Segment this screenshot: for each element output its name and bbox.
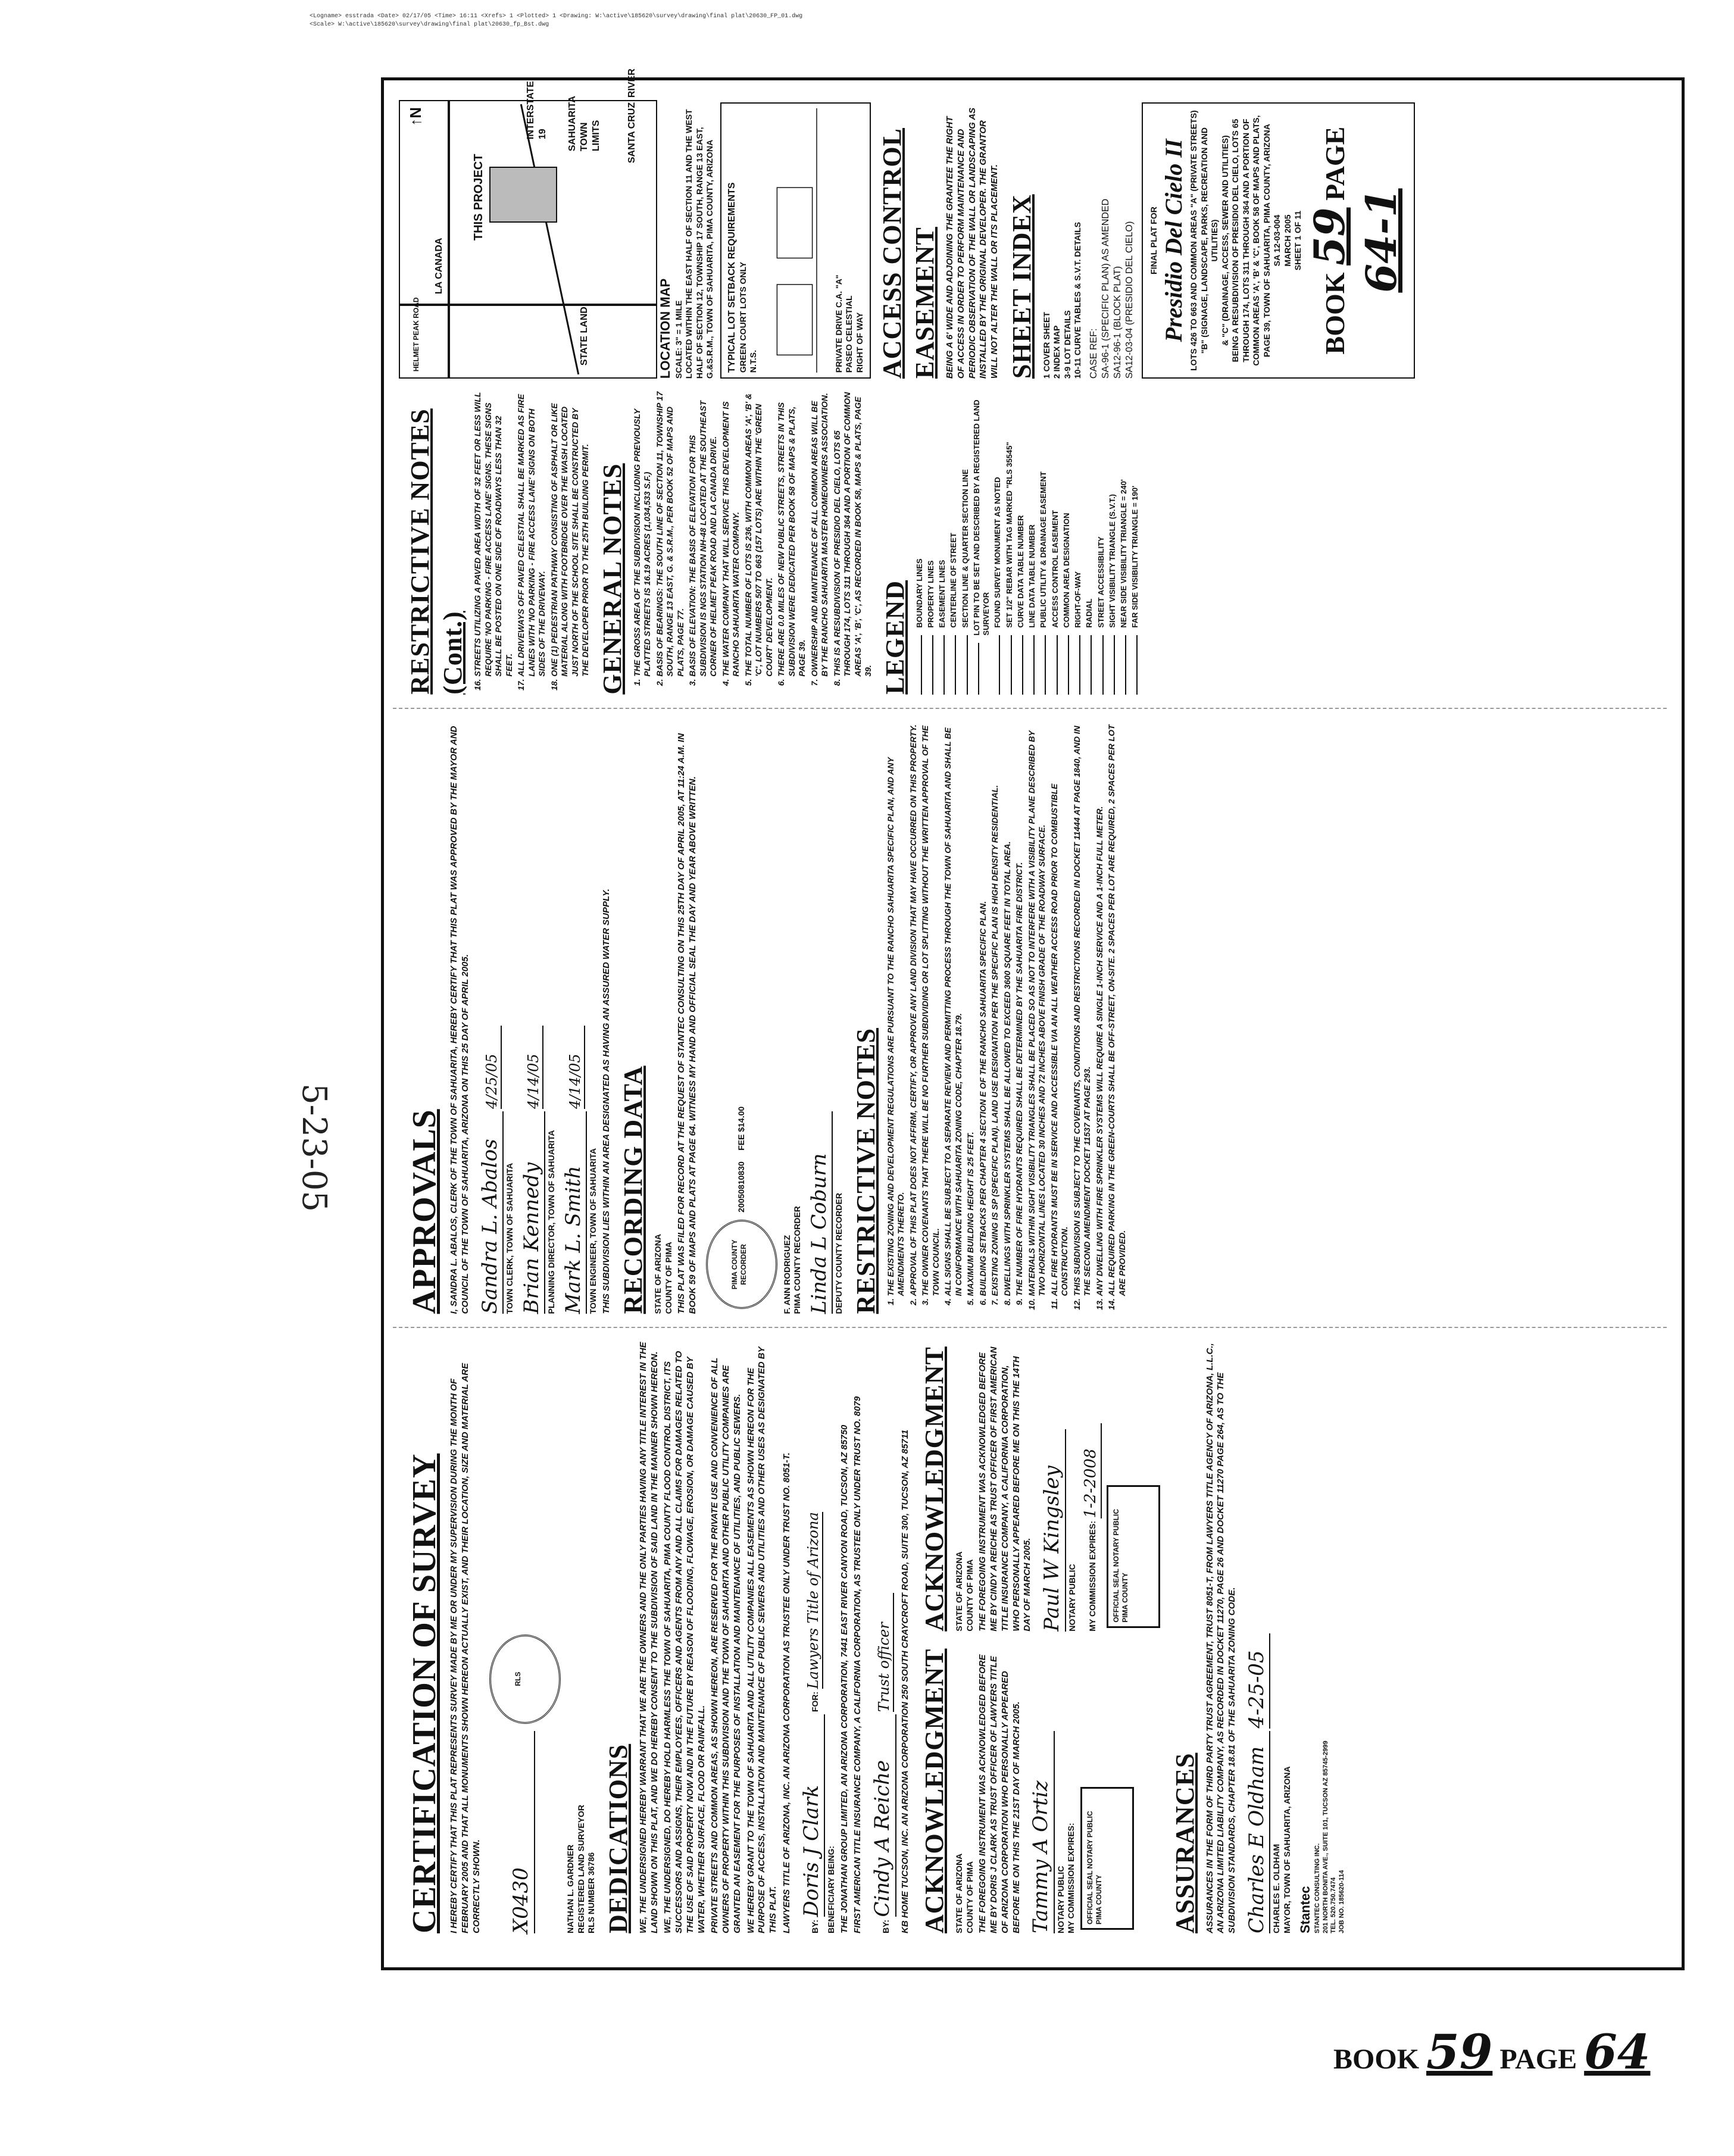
access-easement-text: BEING A 6' WIDE AND ADJOINING THE GRANTEE THE RIGHT OF ACCESS IN ORDER TO PERFORM MAINTENANCE AND PERIODIC OBSERVATION OF THE WALL OR LANDSCAPING AS INSTALLED BY THE ORIGINAL DEVELOPER. THE GRANTOR WILL NOT ALTER THE WALL OR ITS PLACEMENT. [945, 107, 999, 379]
footer-book-number: 59 [1426, 2024, 1493, 2080]
ack1-text: THE FOREGOING INSTRUMENT WAS ACKNOWLEDGED BEFORE ME BY DORIS J CLARK AS TRUST OFFICER OF LAWYERS TITLE OF ARIZONA CORPORATION WHO PERSONALLY APPEARED BEFORE ME ON THIS THE 21ST DAY OF MARCH 2005. [977, 1654, 1021, 1933]
legend-item [1073, 390, 1083, 695]
title-block [1142, 102, 1415, 379]
surveyor-name: NATHAN L. GARDNER [565, 1844, 576, 1933]
map-label-town-limits: SAHUARITA TOWN LIMITS [567, 96, 601, 152]
by2-label: BY: [881, 1919, 891, 1933]
general-note: 2. BASIS OF BEARINGS: THE SOUTH LINE OF SECTION 11, TOWNSHIP 17 SOUTH, RANGE 13 EAST, G. & S.R.M., PER BOOK 52 OF MAPS AND PLATS, PAGE 77. [655, 390, 686, 677]
typical-lot-private-drive: PRIVATE DRIVE C.A. "A" [833, 274, 843, 373]
subdivision-name: Presidio Del Cielo II [1160, 139, 1188, 342]
water-supply-text: THIS SUBDIVISION LIES WITHIN AN AREA DESIGNATED AS HAVING AN ASSURED WATER SUPPLY. [601, 889, 611, 1314]
legend-symbol-icon [1096, 635, 1104, 695]
restrictive-note: 9. THE NUMBER OF FIRE HYDRANTS REQUIRED SHALL BE DETERMINED BY THE SAHUARITA FIRE DISTRICT. [1014, 722, 1025, 1296]
ack1-state: STATE OF ARIZONA [954, 1853, 964, 1933]
legend-label: STREET ACCESSIBILITY [1096, 536, 1105, 628]
legend-item [993, 390, 1002, 695]
restrictive-note: 7. EXISTING ZONING IS SP (SPECIFIC PLAN). LAND USE DESIGNATION PER THE SPECIFIC PLAN IS HIGH DENSITY RESIDENTIAL. [990, 722, 1001, 1296]
typical-lot-title: TYPICAL LOT SETBACK REQUIREMENTS [726, 182, 737, 373]
title-block-label: FINAL PLAT FOR [1148, 207, 1158, 274]
mayor-signature: Charles E Oldham [1244, 1731, 1271, 1933]
approvals-title: APPROVALS [406, 1109, 443, 1314]
legend-label: RADIAL [1085, 598, 1094, 628]
legend-label: PROPERTY LINES [926, 560, 935, 628]
assurances-title: ASSURANCES [1170, 1752, 1199, 1933]
trust-officer-signature: Cindy A Reiche [870, 1714, 896, 1917]
beneficiary-label: BENEFICIARY BEING: [826, 1845, 836, 1933]
title-block-desc: BEING A RESUBDIVISION OF PRESIDIO DEL CIELO, LOTS 65 THROUGH 174, LOTS 311 THROUGH 364 AND A PORTION OF COMMON AREAS 'A', 'B' & 'C', BOOK 58 OF MAPS AND PLATS, PAGE 39, TOWN OF SAHUARITA, PIMA COUNTY, ARIZONA [1230, 115, 1271, 366]
stantec-phone: TEL. 520.750.7474 [1330, 1877, 1338, 1933]
sheet-index-item: 1 COVER SHEET [1041, 312, 1051, 379]
legend-label: CENTERLINE OF STREET [949, 533, 958, 628]
planning-label: PLANNING DIRECTOR, TOWN OF SAHUARITA [546, 1130, 556, 1314]
restrictive-cont-title: RESTRICTIVE NOTES (Cont.) [405, 408, 467, 695]
ack2-commission: MY COMMISSION EXPIRES: [1088, 1520, 1097, 1632]
restrictive-note: 6. BUILDING SETBACKS PER CHAPTER 4 SECTION E OF THE RANCHO SAHUARITA SPECIFIC PLAN. [978, 722, 989, 1296]
title-block-book-page [1304, 110, 1408, 371]
restrictive-notes-list [886, 722, 1128, 1314]
ack1-notary-seal: OFFICIAL SEAL NOTARY PUBLIC PIMA COUNTY [1080, 1787, 1134, 1930]
case-ref-line: CASE REF: [1088, 328, 1099, 379]
tb-book-label: BOOK [1319, 272, 1350, 355]
legend-item [915, 390, 924, 695]
legend-label: SIGHT VISIBILITY TRIANGLE (S.V.T.) [1107, 494, 1117, 628]
ack2-notary-seal: OFFICIAL SEAL NOTARY PUBLIC PIMA COUNTY [1107, 1485, 1160, 1628]
footer-page-number: 64 [1584, 2024, 1651, 2080]
restrictive-note: 3. THE OWNER COVENANTS THAT THERE WILL BE NO FURTHER SUBDIVIDING OR LOT SPLITTING WITHOUT THE WRITTEN APPROVAL OF THE TOWN COUNCIL. [920, 722, 941, 1296]
dedications-p2: WE, THE UNDERSIGNED, DO HEREBY HOLD HARMLESS THE TOWN OF SAHUARITA, PIMA COUNTY FLOOD CONTROL DISTRICT, ITS SUCCESSORS AND ASSIGNS, THEIR EMPLOYEES, OFFICERS AND AGENTS FROM ANY AND ALL CLAIMS FOR DAMAGES RELATED TO THE USE OF SAID PROPERTY NOW AND IN THE FUTURE BY REASON OF FLOODING, FLOWAGE, EROSION, OR DAMAGE CAUSED BY WATER, WHETHER SURFACE, FLOOD OR RAINFALL. [663, 1351, 707, 1933]
restrictive-title: RESTRICTIVE NOTES [851, 1027, 880, 1314]
ack2-state: STATE OF ARIZONA [954, 1551, 964, 1632]
legend-label: SET 1/2" REBAR WITH TAG MARKED "RLS 35545" [1004, 442, 1014, 628]
for-value: Lawyers Title of Arizona [804, 1512, 823, 1689]
ack2-text: THE FOREGOING INSTRUMENT WAS ACKNOWLEDGED BEFORE ME BY CINDY A REICHE AS TRUST OFFICER OF FIRST AMERICAN TITLE INSURANCE COMPANY, A CALIFORNIA CORPORATION, WHO PERSONALLY APPEARED BEFORE ME ON THIS THE 14TH DAY OF MARCH 2005. [977, 1346, 1033, 1632]
first-american-trust: FIRST AMERICAN TITLE INSURANCE COMPANY, A CALIFORNIA CORPORATION, AS TRUSTEE ONLY UNDER TRUST NO. 8079 [852, 1396, 863, 1933]
general-note: 6. THERE ARE 0.0 MILES OF NEW PUBLIC STREETS, STREETS IN THIS SUBDIVISION WERE DEDICATED PER BOOK 58 OF MAPS & PLATS, PAGE 39. [776, 390, 808, 677]
for-label: FOR: [810, 1691, 820, 1713]
ack1-notary-label: NOTARY PUBLIC [1055, 1866, 1066, 1933]
tb-book-number: 59 [1304, 207, 1354, 265]
map-road-helmet-peak [400, 304, 656, 306]
restrictive-note: 1. THE EXISTING ZONING AND DEVELOPMENT REGULATIONS ARE PURSUANT TO THE RANCHO SAHUARITA SPECIFIC PLAN, AND ANY AMENDMENTS THERETO. [886, 722, 907, 1296]
recorder-title: PIMA COUNTY RECORDER [792, 1206, 802, 1314]
restrictive-note: 2. APPROVAL OF THIS PLAT DOES NOT AFFIRM, CERTIFY, OR APPROVE ANY LAND DIVISION THAT MAY HAVE OCCURRED ON THIS PROPERTY. [908, 722, 919, 1296]
legend-symbol-icon [915, 635, 922, 695]
legend-label: ACCESS CONTROL EASEMENT [1050, 510, 1060, 628]
legend-item [961, 390, 970, 695]
typical-lot-diagram [759, 108, 830, 373]
surveyor-rls: RLS NUMBER 36786 [586, 1852, 596, 1933]
trustee-text: LAWYERS TITLE OF ARIZONA, INC. AN ARIZONA CORPORATION AS TRUSTEE ONLY UNDER TRUST NO. 8051-T. [781, 1452, 792, 1933]
mayor-name: CHARLES E. OLDHAM [1271, 1843, 1282, 1933]
clerk-signature: Sandra L. Abalos [477, 1111, 504, 1314]
ack2-commission-date: 1-2-2008 [1081, 1423, 1102, 1518]
sheet-index-list [1042, 102, 1083, 379]
case-ref-line: SA-96-1 (SPECIFIC PLAN) AS AMENDED [1100, 198, 1111, 379]
ack2-title: ACKNOWLEDGMENT [920, 1346, 949, 1632]
general-notes-title: GENERAL NOTES [597, 463, 627, 695]
legend-item [1005, 390, 1014, 695]
sheet-index-title: SHEET INDEX [1007, 194, 1036, 379]
general-note: 4. THE WATER COMPANY THAT WILL SERVICE THIS DEVELOPMENT IS RANCHO SAHUARITA WATER COMPANY. [721, 390, 742, 677]
restrictive-note: 5. MAXIMUM BUILDING HEIGHT IS 25 FEET. [966, 722, 976, 1296]
legend-symbol-icon [1130, 635, 1138, 695]
recorder-seal: PIMA COUNTY RECORDER [706, 1220, 777, 1309]
plot-header-line-2: <Scale> W:\active\185620\survey\drawing\final plat\20630_fp_Bst.dwg [310, 21, 549, 28]
map-road-la-canada [448, 101, 450, 377]
legend-symbol-icon [1039, 635, 1046, 695]
rotated-plat-sheet [393, 68, 1667, 1946]
legend-label: COMMON AREA DESIGNATION [1061, 513, 1071, 628]
dedications-p1: WE, THE UNDERSIGNED HEREBY WARRANT THAT WE ARE THE OWNERS AND THE ONLY PARTIES HAVING ANY TITLE INTEREST IN THE LAND SHOWN ON THIS PLAT, AND WE DO HEREBY CONSENT TO THE SUBDIVISION OF SAID LAND IN THE MANNER SHOWN HEREON. [638, 1342, 660, 1933]
recording-text: THIS PLAT WAS FILED FOR RECORD AT THE REQUEST OF STANTEC CONSULTING ON THIS 25TH DAY OF APRIL 2005, AT 11:24 A.M. IN BOOK 59 OF MAPS AND PLATS AT PAGE 64. WITNESS MY HAND AND OFFICIAL SEAL THE DAY AND YEAR ABOVE WRITTEN. [676, 733, 698, 1314]
typical-lot-row: RIGHT OF WAY [854, 312, 864, 373]
legend-symbol-icon [926, 635, 933, 695]
tb-page-number: 64-1 [1357, 188, 1407, 293]
certification-text: I HEREBY CERTIFY THAT THIS PLAT REPRESENTS SURVEY MADE BY ME OR UNDER MY SUPERVISION DURING THE MONTH OF FEBRUARY 2005 AND THAT ALL MONUMENTS SHOWN HEREON ACTUALLY EXIST, AND THEIR LOCATION, SIZE AND MATERIAL ARE CORRECTLY SHOWN. [449, 1363, 482, 1933]
deputy-signature: Linda L Coburn [807, 1111, 833, 1314]
legend-item [1039, 390, 1048, 695]
trustee-signature: Doris J Clark [799, 1714, 826, 1917]
legend-symbol-icon [1073, 635, 1080, 695]
location-map [399, 68, 657, 379]
typical-lot-nts: N.T.S. [748, 349, 758, 373]
legend-symbol-icon [938, 635, 945, 695]
typical-lot-paseo: PASEO CELESTIAL [844, 295, 854, 373]
stantec-address: 201 NORTH BONITA AVE., SUITE 101, TUCSON AZ 85745-2999 [1321, 1741, 1329, 1933]
legend-label: FAR SIDE VISIBILITY TRIANGLE = 190' [1130, 485, 1140, 628]
legend-label: RIGHT-OF-WAY [1073, 571, 1082, 628]
legend-label: NEAR SIDE VISIBILITY TRIANGLE = 240' [1119, 479, 1128, 628]
legend-label: FOUND SURVEY MONUMENT AS NOTED [993, 477, 1002, 628]
legend-item [1096, 390, 1106, 695]
general-note: 7. OWNERSHIP AND MAINTENANCE OF ALL COMMON AREAS WILL BE BY THE RANCHO SAHUARITA MASTER HOMEOWNERS ASSOCIATION. [810, 390, 830, 677]
restrictive-note: 8. DWELLINGS WITH SPRINKLER SYSTEMS SHALL BE ALLOWED TO EXCEED 3600 SQUARE FEET IN TOTAL AREA. [1002, 722, 1013, 1296]
access-easement-title: ACCESS CONTROL EASEMENT [877, 128, 939, 379]
clerk-date: 4/25/05 [483, 1026, 502, 1109]
mayor-title: MAYOR, TOWN OF SAHUARITA, ARIZONA [1282, 1766, 1292, 1933]
legend-item [1108, 390, 1117, 695]
legend-label: CURVE DATA TABLE NUMBER [1016, 515, 1025, 628]
legend-item [938, 390, 947, 695]
beneficiary-2: KB HOME TUCSON, INC. AN ARIZONA CORPORATION 250 SOUTH CRAYCROFT ROAD, SUITE 300, TUCSON, AZ 85711 [899, 1429, 910, 1933]
location-map-desc: LOCATED WITHIN THE EAST HALF OF SECTION 11 AND THE WEST HALF OF SECTION 12, TOWNSHIP 17 SOUTH, RANGE 13 EAST, G.&S.R.M., TOWN OF SAHUARITA, PIMA COUNTY, ARIZONA [684, 109, 714, 379]
map-label-helmet-peak: HELMET PEAK ROAD [412, 297, 420, 372]
sheet-index-item: 10-11 CURVE TABLES & S.V.T. DETAILS [1073, 221, 1083, 379]
beneficiary: THE JONATHAN GROUP LIMITED, AN ARIZONA CORPORATION, 7441 EAST RIVER CANYON ROAD, TUCSON, AZ 85750 [839, 1424, 849, 1933]
sheet-index-item: 3-9 LOT DETAILS [1062, 310, 1072, 379]
legend-item [949, 390, 958, 695]
surveyor-title: REGISTERED LAND SURVEYOR [576, 1805, 586, 1933]
planning-signature: Brian Kennedy [519, 1111, 546, 1314]
restrictive-cont-list [473, 390, 591, 695]
legend-item [1130, 390, 1140, 695]
ack2-notary-label: NOTARY PUBLIC [1067, 1564, 1077, 1632]
ack1-title: ACKNOWLEDGMENT [920, 1648, 949, 1933]
legend-symbol-icon [1062, 635, 1069, 695]
plot-header-line-1: <Logname> esstrada <Date> 02/17/05 <Time> 16:11 <Xrefs> 1 <Plotted> 1 <Drawing: W:\active\185620\survey\drawing\final plat\20630_FP_01.dwg [310, 13, 803, 20]
map-label-interstate: INTERSTATE 19 [526, 81, 548, 140]
legend-item [972, 390, 992, 695]
ack1-county: COUNTY OF PIMA [964, 1861, 974, 1933]
planning-date: 4/14/05 [524, 1026, 543, 1109]
by-label: BY: [810, 1919, 820, 1933]
recording-state: STATE OF ARIZONA [653, 1234, 663, 1314]
dedications-title: DEDICATIONS [603, 1743, 633, 1933]
deputy-title: DEPUTY COUNTY RECORDER [834, 1193, 844, 1314]
stantec-logo: Stantec [1298, 1886, 1313, 1933]
handwritten-date-stamp: 5-23-05 [295, 1083, 333, 1212]
restrictive-note-cont: 16. STREETS UTILIZING A PAVED AREA WIDTH OF 32 FEET OR LESS WILL REQUIRE 'NO PARKING - FIRE ACCESS LANE' SIGNS. THESE SIGNS SHALL BE POSTED ON ONE SIDE OF ROADWAYS LESS THAN 32 FEET. [473, 390, 514, 677]
legend-label: LOT PIN TO BE SET AND DESCRIBED BY A REGISTERED LAND SURVEYOR [971, 399, 991, 636]
legend-label: BOUNDARY LINES [914, 558, 924, 628]
map-label-santa-cruz: SANTA CRUZ [627, 102, 637, 164]
stantec-job: JOB NO. 185620-114 [1338, 1870, 1345, 1933]
stantec-company: STANTEC CONSULTING INC. [1313, 1843, 1321, 1933]
legend-item [1062, 390, 1071, 695]
legend-label: EASEMENT LINES [938, 560, 946, 628]
legend-label: PUBLIC UTILITY & DRAINAGE EASEMENT [1039, 471, 1048, 628]
title-block-sheet: SHEET 1 OF 11 [1293, 210, 1303, 271]
legend-title: LEGEND [880, 580, 910, 695]
restrictive-note-cont: 17. ALL DRIVEWAYS OFF PAVED CELESTIAL SHALL BE MARKED AS FIRE LANES WITH 'NO PARKING - FIRE ACCESS LANE' SIGNS ON BOTH SIDES OF THE DRIVEWAY. [516, 390, 548, 677]
assurances-text: ASSURANCES IN THE FORM OF THIRD PARTY TRUST AGREEMENT, TRUST 8051-T, FROM LAWYERS TITLE AGENCY OF ARIZONA, L.L.C., AN ARIZONA LIMITED LIABILITY COMPANY, AS RECORDED IN DOCKET 11270, PAGE 26 AND DOCKET 11270 PAGE 264, AS TO THE SUBDIVISION STANDARDS, CHAPTER 18.81 OF THE SAHUARITA ZONING CODE. [1204, 1343, 1237, 1933]
title-block-case: SA 12-03-004 [1272, 214, 1282, 267]
map-label-la-canada: LA CANADA [434, 238, 444, 295]
general-note: 5. THE TOTAL NUMBER OF LOTS IS 236, WITH COMMON AREAS 'A', 'B' & 'C', LOT NUMBERS 507 TO 663 (157 LOTS) ARE WITHIN THE 'GREEN COURT' DEVELOPMENT. [743, 390, 775, 677]
title-block-lots: LOTS 426 TO 663 AND COMMON AREAS "A" (PRIVATE STREETS) [1189, 110, 1199, 371]
map-project-area [489, 167, 557, 223]
legend-item [1085, 390, 1094, 695]
recording-title: RECORDING DATA [618, 1065, 648, 1314]
legend-item [1119, 390, 1129, 695]
legend-symbol-icon [1119, 635, 1126, 695]
sheet-index-item: 2 INDEX MAP [1052, 325, 1062, 379]
legend-list [915, 390, 1141, 695]
surveyor-signature: X0430 [508, 1731, 535, 1933]
legend-symbol-icon [993, 635, 1000, 695]
clerk-label: TOWN CLERK, TOWN OF SAHUARITA [505, 1163, 514, 1314]
footer-page-label: PAGE [1499, 2043, 1577, 2075]
map-label-project: THIS PROJECT [472, 154, 485, 241]
ack2-notary-signature: Paul W Kingsley [1039, 1429, 1066, 1632]
map-label-river: RIVER [627, 68, 637, 98]
dedications-p4: WE HEREBY GRANT TO THE TOWN OF SAHUARITA AND ALL UTILITY COMPANIES ALL EASEMENTS AS SHOWN HEREON FOR THE PURPOSE OF ACCESS, INSTALLATION AND MAINTENANCE OF PUBLIC SEWERS AND UTILITIES AND OTHER USES AS DESIGNATED BY THIS PLAT. [745, 1346, 778, 1933]
surveyor-seal: RLS [489, 1635, 561, 1724]
docket-number: 20050810830 [736, 1161, 746, 1213]
north-arrow-icon: ↑N [407, 107, 424, 126]
middle-column [393, 708, 1667, 1327]
book-page-footer [1333, 2024, 1650, 2080]
restrictive-note: 11. ALL FIRE HYDRANTS MUST BE IN SERVICE AND ACCESSIBLE VIA AN ALL WEATHER ACCESS ROAD PRIOR TO COMBUSTIBLE CONSTRUCTION. [1049, 722, 1070, 1296]
certification-title: CERTIFICATION OF SURVEY [406, 1453, 443, 1933]
title-block-ca-b: "B" (SIGNAGE, LANDSCAPE, PARKS, RECREATION AND UTILITIES) [1199, 127, 1220, 354]
engineer-label: TOWN ENGINEER, TOWN OF SAHUARITA [588, 1148, 598, 1314]
approvals-text: I, SANDRA L. ABALOS, CLERK OF THE TOWN OF SAHUARITA, HEREBY CERTIFY THAT THIS PLAT WAS APPROVED BY THE MAYOR AND COUNCIL OF THE TOWN OF SAHUARITA, ARIZONA ON THIS 25 DAY OF APRIL 2005. [449, 726, 470, 1314]
legend-symbol-icon [1108, 635, 1115, 695]
legend-symbol-icon [1027, 635, 1035, 695]
general-note: 3. BASIS OF ELEVATION: THE BASIS OF ELEVATION FOR THIS SUBDIVISION IS NGS STATION NH-48 LOCATED AT THE SOUTHEAST CORNER OF HELMET PEAK ROAD AND LA CANADA DRIVE. [688, 390, 719, 677]
recording-fee: FEE $14.00 [736, 1106, 746, 1151]
tb-page-label: PAGE [1319, 126, 1350, 201]
ack1-commission: MY COMMISSION EXPIRES: [1066, 1823, 1076, 1933]
restrictive-note: 10. MATERIALS WITHIN SIGHT VISIBILITY TRIANGLES SHALL BE PLACED SO AS NOT TO INTERFERE WITH A VISIBILITY PLANE DESCRIBED BY TWO HORIZONTAL LINES LOCATED 30 INCHES AND 72 INCHES ABOVE FINISH GRADE OF THE ROADWAY SURFACE. [1027, 722, 1048, 1296]
restrictive-note: 12. THIS SUBDIVISION IS SUBJECT TO THE COVENANTS, CONDITIONS AND RESTRICTIONS RECORDED IN DOCKET 11444 AT PAGE 1840, AND IN THE SECOND AMENDMENT DOCKET 11537 AT PAGE 293. [1072, 722, 1093, 1296]
location-map-scale: SCALE: 3" = 1 MILE [673, 300, 683, 379]
title-block-date: MARCH 2005 [1282, 214, 1292, 267]
restrictive-note: 14. ALL REQUIRED PARKING IN THE GREEN-COURTS SHALL BE OFF-STREET, ON-SITE. 2 SPACES PER LOT ARE REQUIRED, 2 SPACES PER LOT ARE PROVIDED. [1107, 722, 1127, 1296]
ack1-notary-signature: Tammy A Ortiz [1028, 1731, 1055, 1933]
engineer-date: 4/14/05 [566, 1026, 585, 1109]
location-map-title: LOCATION MAP [658, 278, 673, 379]
legend-item [1016, 390, 1026, 695]
legend-symbol-icon [972, 643, 979, 695]
general-notes-list [632, 390, 874, 695]
recording-county: COUNTY OF PIMA [663, 1242, 673, 1314]
legend-label: LINE DATA TABLE NUMBER [1027, 524, 1036, 628]
legend-symbol-icon [1016, 635, 1023, 695]
legend-symbol-icon [1051, 635, 1058, 695]
dedications-p3: PRIVATE STREETS AND COMMON AREAS, AS SHOWN HEREON, ARE RESERVED FOR THE PRIVATE USE AND CONVENIENCE OF ALL OWNERS OF PROPERTY WITHIN THIS SUBDIVISION AND THE TOWN OF SAHUARITA AND OTHER PUBLIC UTILITY COMPANIES ARE GRANTED AN EASEMENT FOR THE PURPOSES OF INSTALLATION AND MAINTENANCE OF UTILITIES, AND PUBLIC SEWERS. [710, 1357, 742, 1933]
general-note: 8. THIS IS A RESUBDIVISION OF PRESIDIO DEL CIELO, LOTS 65 THROUGH 174, LOTS 311 THROUGH 364 AND A PORTION OF COMMON AREAS 'A', 'B', 'C', AS RECORDED IN BOOK 58, MAPS & PLATS, PAGE 39. [832, 390, 874, 677]
legend-item [1051, 390, 1060, 695]
legend-symbol-icon [1005, 635, 1012, 695]
case-ref-line: SA12-03-04 (PRESIDIO DEL CIELO) [1124, 221, 1135, 379]
title-block-ca-c: & "C" (DRAINAGE, ACCESS, SEWER AND UTILITIES) [1220, 135, 1230, 346]
legend-label: SECTION LINE & QUARTER SECTION LINE [960, 469, 970, 628]
legend-symbol-icon [961, 635, 968, 695]
restrictive-note-cont: 18. ONE (1) PEDESTRIAN PATHWAY CONSISTING OF ASPHALT OR LIKE MATERIAL ALONG WITH FOOTBRIDGE OVER THE WASH LOCATED JUST NORTH OF THE SCHOOL SITE SHALL BE CONSTRUCTED BY THE DEVELOPER PRIOR TO THE 25TH BUILDING PERMIT. [549, 390, 591, 677]
map-label-state-land: STATE LAND [579, 307, 589, 366]
left-column [393, 1327, 1667, 1946]
case-ref-list [1088, 102, 1136, 379]
general-note: 1. THE GROSS AREA OF THE SUBDIVISION INCLUDING PREVIOUSLY PLATTED STREETS IS 16.19 ACRES (1,034,533 S.F.) [632, 390, 653, 677]
restrictive-note: 4. ALL SIGNS SHALL BE SUBJECT TO A SEPARATE REVIEW AND PERMITTING PROCESS THROUGH THE TOWN OF SAHUARITA AND SHALL BE IN CONFORMANCE WITH SAHUARITA ZONING CODE, CHAPTER 18.79. [943, 722, 964, 1296]
legend-symbol-icon [949, 635, 956, 695]
case-ref-line: SA12-96-1 (BLOCK PLAT) [1112, 266, 1123, 379]
typical-lot-subtitle: GREEN COURT LOTS ONLY [738, 261, 748, 373]
recorder-name: F. ANN RODRIGUEZ [782, 1235, 792, 1314]
legend-item [926, 390, 936, 695]
legend-symbol-icon [1085, 635, 1092, 695]
assurance-date: 4-25-05 [1244, 1633, 1271, 1729]
restrictive-note: 13. ANY DWELLING WITH FIRE SPRINKLER SYSTEMS WILL REQUIRE A SINGLE 1-INCH SERVICE AND A 1-INCH FULL METER. [1095, 722, 1105, 1296]
footer-book-label: BOOK [1333, 2043, 1420, 2075]
legend-item [1027, 390, 1037, 695]
ack2-county: COUNTY OF PIMA [964, 1559, 974, 1632]
right-column [393, 68, 1667, 708]
trust-officer-for: Trust officer [875, 1593, 894, 1712]
engineer-signature: Mark L. Smith [561, 1111, 588, 1314]
